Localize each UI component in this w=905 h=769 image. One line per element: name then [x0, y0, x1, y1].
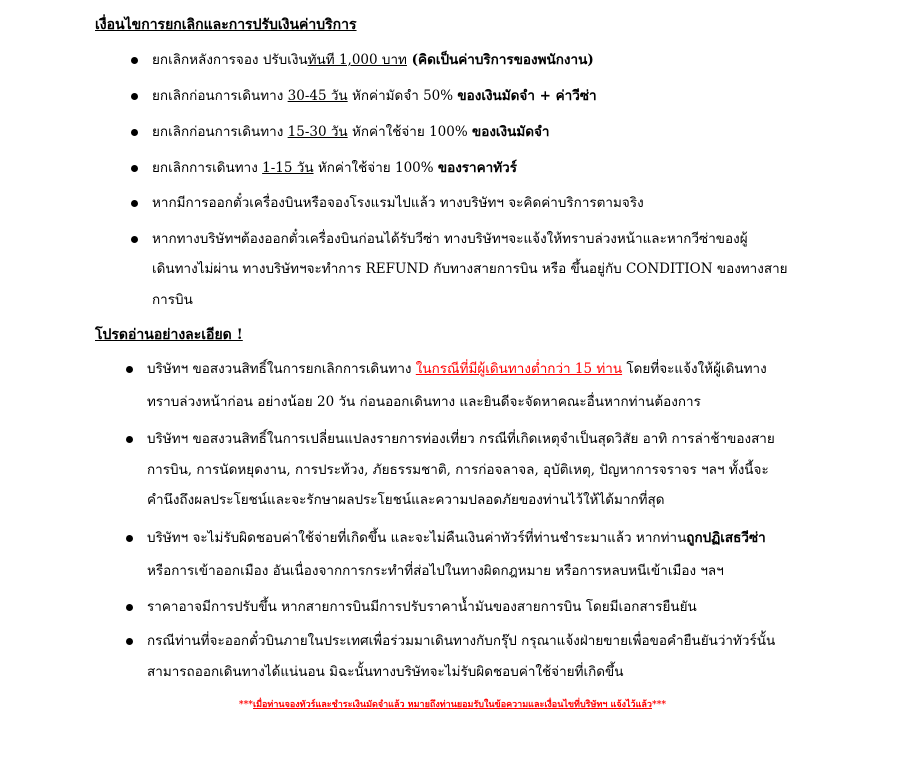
item-bold: ถูกปฏิเสธวีซ่า: [686, 530, 766, 546]
visa-rejection-line-1: [147, 528, 766, 548]
cancel-item-1: [152, 50, 594, 70]
visa-rejection-line-2: หรือการเข้าออกเมือง อันเนื่องจากการกระทำที่ส่อไปในทางผิดกฎหมาย หรือการหลบหนีเข้าเมือง ฯลฯ: [147, 563, 724, 579]
cancellation-heading: เงื่อนไขการยกเลิกและการปรับเงินค่าบริการ: [95, 17, 357, 33]
min-participants-line-1: [147, 359, 767, 379]
bullet: [131, 129, 138, 136]
bullet: [131, 93, 138, 100]
acceptance-notice: [0, 697, 905, 711]
notice-stars: ***: [238, 700, 254, 710]
notice-stars: ***: [651, 700, 667, 710]
price-change-line: ราคาอาจมีการปรับขึ้น หากสายการบินมีการปรับราคาน้ำมันของสายการบิน โดยมีเอกสารยืนยัน: [147, 599, 697, 615]
bullet: [126, 535, 133, 542]
bullet: [131, 165, 138, 172]
bullet: [126, 604, 133, 611]
item-bold: (คิดเป็นค่าบริการของพนักงาน): [406, 52, 594, 68]
item-text: ยกเลิกก่อนการเดินทาง: [152, 124, 288, 140]
domestic-ticket-line-2: สามารถออกเดินทางได้แน่นอน มิฉะนั้นทางบริษัทจะไม่รับผิดชอบค่าใช้จ่ายที่เกิดขึ้น: [147, 664, 624, 680]
itinerary-change-line-3: คำนึงถึงผลประโยชน์และจะรักษาผลประโยชน์และความปลอดภัยของท่านไว้ให้ได้มากที่สุด: [147, 492, 665, 508]
min-participants-highlight: ในกรณีที่มีผู้เดินทางต่ำกว่า 15 ท่าน: [415, 361, 623, 377]
item-text: ยกเลิกการเดินทาง: [152, 160, 263, 176]
cancel-item-4: [152, 158, 517, 178]
item-text: หักค่าใช้จ่าย 100%: [347, 124, 472, 140]
domestic-ticket-line-1: กรณีท่านที่จะออกตั๋วบินภายในประเทศเพื่อร่วมมาเดินทางกับกรุ๊ป กรุณาแจ้งฝ่ายขายเพื่อขอคำยืนยันว่าทัวร์นั้น: [147, 633, 776, 649]
bullet: [131, 200, 138, 207]
bullet: [126, 436, 133, 443]
cancel-item-5: หากมีการออกตั๋วเครื่องบินหรือจองโรงแรมไปแล้ว ทางบริษัทฯ จะคิดค่าบริการตามจริง: [152, 195, 644, 211]
item-underline: 30-45 วัน: [287, 88, 348, 104]
item-underline: ทันที 1,000 บาท: [307, 52, 407, 68]
item-text: ยกเลิกหลังการจอง ปรับเงิน: [152, 52, 308, 68]
item-text: บริษัทฯ ขอสงวนสิทธิ์ในการยกเลิกการเดินทาง: [147, 361, 416, 377]
itinerary-change-line-2: การบิน, การนัดหยุดงาน, การประท้วง, ภัยธรรมชาติ, การก่อจลาจล, อุบัติเหตุ, ปัญหาการจราจร ฯลฯ ทั้งนี้จะ: [147, 462, 769, 478]
visa-refund-line-3: การบิน: [152, 292, 193, 308]
item-bold: ของเงินมัดจำ: [471, 124, 550, 140]
visa-refund-line-1: หากทางบริษัทฯต้องออกตั๋วเครื่องบินก่อนได้รับวีซ่า ทางบริษัทฯจะแจ้งให้ทราบล่วงหน้าและหากวีซ่าของผู้: [152, 231, 748, 247]
bullet: [131, 236, 138, 243]
bullet: [131, 57, 138, 64]
item-text: โดยที่จะแจ้งให้ผู้เดินทาง: [622, 361, 767, 377]
item-text: หักค่าใช้จ่าย 100%: [313, 160, 438, 176]
min-participants-line-2: ทราบล่วงหน้าก่อน อย่างน้อย 20 วัน ก่อนออกเดินทาง และยินดีจะจัดหาคณะอื่นหากท่านต้องการ: [147, 394, 701, 410]
cancel-item-2: [152, 86, 597, 106]
bullet: [126, 366, 133, 373]
bullet: [126, 638, 133, 645]
cancel-item-3: [152, 122, 550, 142]
item-bold: ของเงินมัดจำ + ค่าวีซ่า: [457, 88, 597, 104]
item-underline: 1-15 วัน: [262, 160, 314, 176]
read-carefully-heading: โปรดอ่านอย่างละเอียด !: [95, 327, 243, 343]
notice-text: เมื่อท่านจองทัวร์และชำระเงินมัดจำแล้ว หมายถึงท่านยอมรับในข้อความและเงื่อนไขที่บริษัทฯ แจ้งไว้แล้ว: [253, 700, 652, 710]
item-bold: ของราคาทัวร์: [437, 160, 517, 176]
visa-refund-line-2: เดินทางไม่ผ่าน ทางบริษัทฯจะทำการ REFUND กับทางสายการบิน หรือ ขึ้นอยู่กับ CONDITION ของทางสาย: [152, 261, 788, 277]
item-text: หักค่ามัดจำ 50%: [347, 88, 458, 104]
item-text: ยกเลิกก่อนการเดินทาง: [152, 88, 288, 104]
item-underline: 15-30 วัน: [287, 124, 348, 140]
item-text: บริษัทฯ จะไม่รับผิดชอบค่าใช้จ่ายที่เกิดขึ้น และจะไม่คืนเงินค่าทัวร์ที่ท่านชำระมาแล้ว หากท่าน: [147, 530, 687, 546]
itinerary-change-line-1: บริษัทฯ ขอสงวนสิทธิ์ในการเปลี่ยนแปลงรายการท่องเที่ยว กรณีที่เกิดเหตุจำเป็นสุดวิสัย อาทิ การล่าช้าของสาย: [147, 431, 775, 447]
